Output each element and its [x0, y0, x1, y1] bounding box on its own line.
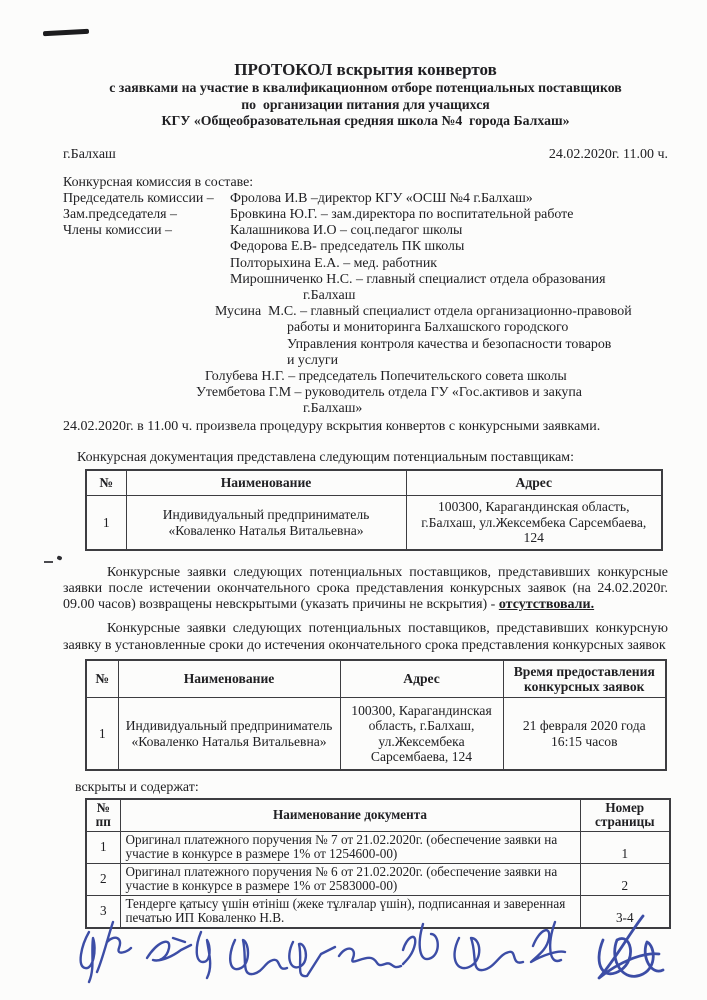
cell-address: 100300, Карагандинская область, г.Балхаш, ул.Жексембека Сарсембаева, 124	[406, 496, 662, 550]
signature-stroke	[81, 932, 95, 982]
commission-member-continuation: г.Балхаш»	[303, 401, 363, 417]
commission-member: Утембетова Г.М – руководитель отдела ГУ «Гос.активов и закупа	[196, 385, 582, 401]
title-line-1: ПРОТОКОЛ вскрытия конвертов	[234, 60, 497, 79]
commission-row	[63, 207, 668, 223]
commission-member: Бровкина Ю.Г. – зам.директора по воспитательной работе	[230, 206, 574, 222]
cell-page: 3-4	[580, 895, 670, 928]
cell-address: 100300, Карагандинская область, г.Балхаш, ул.Жексембека Сарсембаева, 124	[340, 698, 503, 770]
table-row	[86, 698, 666, 770]
cell-document: Оригинал платежного поручения № 7 от 21.02.2020г. (обеспечение заявки на участие в конкурсе в размере 1% от 1254600-00)	[120, 831, 580, 863]
title-line-2: с заявками на участие в квалификационном отборе потенциальных поставщиков	[109, 80, 622, 95]
table3-caption: вскрыты и содержат:	[75, 779, 199, 795]
dateline-city: г.Балхаш	[63, 146, 116, 162]
cell-page: 2	[580, 863, 670, 895]
table-row	[86, 863, 670, 895]
signature-stroke	[455, 938, 523, 970]
table-row	[86, 496, 662, 550]
col-header-page: Номер страницы	[580, 799, 670, 832]
cell-number: 1	[86, 698, 118, 770]
table-header-row	[86, 660, 666, 698]
col-header-number: №	[86, 660, 118, 698]
commission-member: Мусина М.С. – главный специалист отдела организационно-правовой	[215, 304, 632, 320]
col-header-number: № пп	[86, 799, 120, 832]
cell-document: Тендерге қатысу үшін өтініш (жеке тұлғалар үшін), подписанная и заверенная печатью ИП Коваленко Н.В.	[120, 895, 580, 928]
commission-heading: Конкурсная комиссия в составе:	[63, 174, 254, 190]
commission-role: Члены комиссии –	[63, 223, 172, 239]
dateline	[63, 147, 668, 163]
paragraph-submitted-bids: Конкурсные заявки следующих потенциальных поставщиков, представивших конкурсную заявку в установленные сроки до истечения окончательного срока представления конкурсных заявок	[63, 621, 668, 653]
document-title	[63, 60, 668, 130]
signature-stroke	[289, 942, 335, 976]
dateline-datetime: 24.02.2020г. 11.00 ч.	[548, 146, 668, 162]
commission-member: Мирошниченко Н.С. – главный специалист отдела образования	[230, 271, 606, 287]
commission-section	[63, 175, 668, 435]
suppliers-documentation-table	[85, 469, 663, 551]
commission-member: Федорова Е.В- председатель ПК школы	[230, 239, 465, 255]
signature-stroke	[97, 922, 113, 972]
table-header-row	[86, 799, 670, 832]
col-header-name: Наименование	[118, 660, 340, 698]
commission-member: Фролова И.В –директор КГУ «ОСШ №4 г.Балхаш»	[230, 190, 533, 206]
cell-page: 1	[580, 831, 670, 863]
stray-mark-dot	[56, 555, 62, 561]
table1-caption: Конкурсная документация представлена следующим потенциальным поставщикам:	[77, 449, 574, 465]
cell-name: Индивидуальный предприниматель «Коваленко Наталья Витальевна»	[126, 496, 406, 550]
col-header-number: №	[86, 470, 126, 496]
commission-member-continuation: и услуги	[287, 352, 339, 368]
paragraph-emphasis: отсутствовали.	[498, 597, 595, 613]
commission-row	[63, 223, 668, 239]
table-header-row	[86, 470, 662, 496]
signature-stroke	[230, 940, 287, 974]
col-header-address: Адрес	[406, 470, 662, 496]
signature-stroke	[531, 930, 565, 962]
pen-mark	[43, 29, 89, 36]
col-header-name: Наименование	[126, 470, 406, 496]
col-header-time: Время предоставления конкурсных заявок	[503, 660, 666, 698]
signature-stroke	[403, 937, 415, 964]
handwritten-signatures	[55, 910, 675, 995]
signature-stroke	[173, 938, 185, 942]
commission-member: Полторыхина Е.А. – мед. работник	[230, 255, 438, 271]
paragraph-text: Конкурсные заявки следующих потенциальных поставщиков, представивших конкурсные заявки после истечении окончательного срока представления конкурсных заявок (на 24.02.2020г. 09.00 часов) возвращены невскрытыми (указать причины не вскрытия) -	[63, 564, 668, 613]
signature-stroke	[107, 938, 131, 953]
procedure-statement: 24.02.2020г. в 11.00 ч. произвела процедуру вскрытия конвертов с конкурсными заявками.	[63, 418, 601, 434]
cell-document: Оригинал платежного поручения № 6 от 21.02.2020г. (обеспечение заявки на участие в конкурсе в размере 1% от 2583000-00)	[120, 863, 580, 895]
commission-role: Зам.председателя –	[63, 206, 177, 222]
commission-row	[63, 191, 668, 207]
title-line-3: по организации питания для учащихся	[241, 96, 490, 112]
cell-number: 2	[86, 863, 120, 895]
title-line-4: КГУ «Общеобразовательная средняя школа №4 города Балхаш»	[161, 113, 570, 128]
signature-stroke	[197, 932, 210, 978]
paragraph-returned-bids	[63, 565, 668, 614]
signature-stroke	[147, 942, 191, 961]
commission-member: Голубева Н.Г. – председатель Попечительского совета школы	[205, 368, 567, 384]
signature-stroke	[550, 922, 561, 961]
cell-name: Индивидуальный предприниматель «Коваленко Наталья Витальевна»	[118, 698, 340, 770]
signature-stroke	[420, 924, 438, 959]
stray-mark-dash	[44, 561, 53, 563]
submitted-bids-table	[85, 659, 667, 771]
commission-role: Председатель комиссии –	[63, 190, 214, 206]
commission-member: Калашникова И.О – соц.педагог школы	[230, 223, 463, 239]
cell-number: 1	[86, 496, 126, 550]
table-row	[86, 831, 670, 863]
cell-number: 3	[86, 895, 120, 928]
col-header-address: Адрес	[340, 660, 503, 698]
signature-stroke	[339, 949, 401, 967]
commission-member-continuation: работы и мониторинга Балхашского городского	[287, 320, 569, 336]
commission-member-continuation: Управления контроля качества и безопасности товаров	[287, 336, 612, 352]
commission-member-continuation: г.Балхаш	[303, 287, 356, 303]
cell-number: 1	[86, 831, 120, 863]
cell-time: 21 февраля 2020 года 16:15 часов	[503, 698, 666, 770]
col-header-document: Наименование документа	[120, 799, 580, 832]
